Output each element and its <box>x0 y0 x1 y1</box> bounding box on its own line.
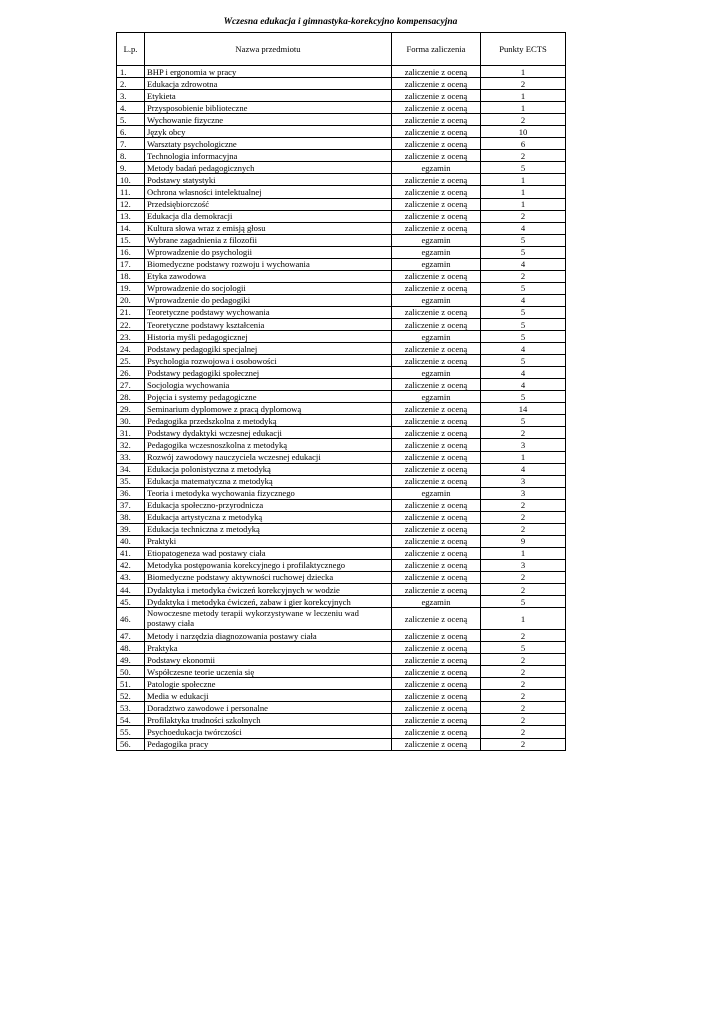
header-ects-points: Punkty ECTS <box>481 33 566 66</box>
row-number: 6. <box>117 126 145 138</box>
assessment-form: zaliczenie z oceną <box>392 174 481 186</box>
assessment-form: zaliczenie z oceną <box>392 318 481 330</box>
row-number: 1. <box>117 66 145 78</box>
ects-points: 2 <box>481 690 566 702</box>
subject-name: Wprowadzenie do pedagogiki <box>145 294 392 306</box>
subject-name: Dydaktyka i metodyka ćwiczeń, zabaw i gier korekcyjnych <box>145 596 392 608</box>
ects-points: 2 <box>481 666 566 678</box>
table-row <box>117 415 566 427</box>
table-row <box>117 726 566 738</box>
ects-points: 2 <box>481 630 566 642</box>
subject-name: Edukacja artystyczna z metodyką <box>145 511 392 523</box>
ects-points: 1 <box>481 66 566 78</box>
assessment-form: zaliczenie z oceną <box>392 222 481 234</box>
table-row <box>117 523 566 535</box>
table-row <box>117 258 566 270</box>
ects-points: 2 <box>481 584 566 596</box>
subject-name: Podstawy statystyki <box>145 174 392 186</box>
table-row <box>117 475 566 487</box>
table-row <box>117 499 566 511</box>
ects-points: 5 <box>481 318 566 330</box>
row-number: 25. <box>117 355 145 367</box>
subject-name: Dydaktyka i metodyka ćwiczeń korekcyjnych w wodzie <box>145 584 392 596</box>
assessment-form: zaliczenie z oceną <box>392 714 481 726</box>
ects-points: 10 <box>481 126 566 138</box>
assessment-form: zaliczenie z oceną <box>392 379 481 391</box>
assessment-form: zaliczenie z oceną <box>392 306 481 318</box>
ects-points: 2 <box>481 738 566 750</box>
header-subject-name: Nazwa przedmiotu <box>145 33 392 66</box>
ects-points: 2 <box>481 726 566 738</box>
table-row <box>117 246 566 258</box>
ects-points: 9 <box>481 535 566 547</box>
subject-name: Teoretyczne podstawy kształcenia <box>145 318 392 330</box>
ects-points: 1 <box>481 198 566 210</box>
assessment-form: zaliczenie z oceną <box>392 511 481 523</box>
assessment-form: zaliczenie z oceną <box>392 114 481 126</box>
ects-points: 5 <box>481 162 566 174</box>
assessment-form: egzamin <box>392 294 481 306</box>
subject-name: Edukacja dla demokracji <box>145 210 392 222</box>
subject-name: Edukacja polonistyczna z metodyką <box>145 463 392 475</box>
row-number: 44. <box>117 584 145 596</box>
subject-name: Doradztwo zawodowe i personalne <box>145 702 392 714</box>
subject-name: Socjologia wychowania <box>145 379 392 391</box>
table-row <box>117 78 566 90</box>
row-number: 13. <box>117 210 145 222</box>
table-row <box>117 150 566 162</box>
ects-points: 14 <box>481 403 566 415</box>
row-number: 7. <box>117 138 145 150</box>
assessment-form: zaliczenie z oceną <box>392 523 481 535</box>
table-row <box>117 403 566 415</box>
ects-points: 5 <box>481 355 566 367</box>
assessment-form: zaliczenie z oceną <box>392 126 481 138</box>
table-row <box>117 535 566 547</box>
ects-points: 5 <box>481 642 566 654</box>
subject-name: Teoria i metodyka wychowania fizycznego <box>145 487 392 499</box>
row-number: 10. <box>117 174 145 186</box>
assessment-form: zaliczenie z oceną <box>392 210 481 222</box>
row-number: 31. <box>117 427 145 439</box>
assessment-form: zaliczenie z oceną <box>392 571 481 583</box>
row-number: 32. <box>117 439 145 451</box>
assessment-form: zaliczenie z oceną <box>392 608 481 630</box>
row-number: 3. <box>117 90 145 102</box>
ects-points: 2 <box>481 78 566 90</box>
table-row <box>117 584 566 596</box>
subject-name: Historia myśli pedagogicznej <box>145 331 392 343</box>
table-row <box>117 738 566 750</box>
ects-points: 5 <box>481 596 566 608</box>
ects-points: 2 <box>481 714 566 726</box>
row-number: 19. <box>117 282 145 294</box>
subject-name: Ochrona własności intelektualnej <box>145 186 392 198</box>
subject-name: Edukacja społeczno-przyrodnicza <box>145 499 392 511</box>
table-row <box>117 138 566 150</box>
ects-points: 1 <box>481 102 566 114</box>
table-row <box>117 439 566 451</box>
subject-name: Pedagogika przedszkolna z metodyką <box>145 415 392 427</box>
ects-points: 4 <box>481 258 566 270</box>
assessment-form: egzamin <box>392 162 481 174</box>
subject-name: Wybrane zagadnienia z filozofii <box>145 234 392 246</box>
table-row <box>117 427 566 439</box>
row-number: 27. <box>117 379 145 391</box>
document-title: Wczesna edukacja i gimnastyka-korekcyjno kompensacyjna <box>223 17 458 27</box>
assessment-form: zaliczenie z oceną <box>392 355 481 367</box>
subject-name: Przysposobienie biblioteczne <box>145 102 392 114</box>
row-number: 9. <box>117 162 145 174</box>
assessment-form: zaliczenie z oceną <box>392 559 481 571</box>
subject-name: Praktyka <box>145 642 392 654</box>
ects-points: 5 <box>481 391 566 403</box>
row-number: 37. <box>117 499 145 511</box>
ects-points: 1 <box>481 451 566 463</box>
row-number: 30. <box>117 415 145 427</box>
row-number: 34. <box>117 463 145 475</box>
table-row <box>117 487 566 499</box>
table-row <box>117 630 566 642</box>
ects-points: 1 <box>481 186 566 198</box>
row-number: 29. <box>117 403 145 415</box>
row-number: 17. <box>117 258 145 270</box>
ects-points: 5 <box>481 234 566 246</box>
ects-points: 6 <box>481 138 566 150</box>
table-row <box>117 222 566 234</box>
table-row <box>117 367 566 379</box>
assessment-form: egzamin <box>392 258 481 270</box>
subject-name: Edukacja techniczna z metodyką <box>145 523 392 535</box>
ects-points: 4 <box>481 222 566 234</box>
table-row <box>117 270 566 282</box>
row-number: 55. <box>117 726 145 738</box>
ects-points: 4 <box>481 367 566 379</box>
subject-name: Praktyki <box>145 535 392 547</box>
table-row <box>117 391 566 403</box>
assessment-form: zaliczenie z oceną <box>392 702 481 714</box>
ects-points: 5 <box>481 246 566 258</box>
assessment-form: zaliczenie z oceną <box>392 451 481 463</box>
row-number: 42. <box>117 559 145 571</box>
ects-points: 3 <box>481 475 566 487</box>
row-number: 15. <box>117 234 145 246</box>
assessment-form: zaliczenie z oceną <box>392 427 481 439</box>
row-number: 39. <box>117 523 145 535</box>
table-row <box>117 690 566 702</box>
assessment-form: zaliczenie z oceną <box>392 726 481 738</box>
row-number: 45. <box>117 596 145 608</box>
ects-points: 2 <box>481 499 566 511</box>
row-number: 28. <box>117 391 145 403</box>
table-row <box>117 198 566 210</box>
table-row <box>117 90 566 102</box>
subject-name: Etyka zawodowa <box>145 270 392 282</box>
table-row <box>117 102 566 114</box>
row-number: 18. <box>117 270 145 282</box>
subject-name: Rozwój zawodowy nauczyciela wczesnej edukacji <box>145 451 392 463</box>
subject-name: Media w edukacji <box>145 690 392 702</box>
ects-points: 2 <box>481 270 566 282</box>
assessment-form: egzamin <box>392 367 481 379</box>
assessment-form: zaliczenie z oceną <box>392 270 481 282</box>
row-number: 14. <box>117 222 145 234</box>
assessment-form: zaliczenie z oceną <box>392 439 481 451</box>
row-number: 35. <box>117 475 145 487</box>
ects-points: 2 <box>481 678 566 690</box>
row-number: 38. <box>117 511 145 523</box>
subject-name: Wprowadzenie do socjologii <box>145 282 392 294</box>
table-row <box>117 282 566 294</box>
assessment-form: zaliczenie z oceną <box>392 403 481 415</box>
row-number: 16. <box>117 246 145 258</box>
table-row <box>117 294 566 306</box>
table-row <box>117 162 566 174</box>
assessment-form: zaliczenie z oceną <box>392 642 481 654</box>
row-number: 41. <box>117 547 145 559</box>
assessment-form: zaliczenie z oceną <box>392 138 481 150</box>
row-number: 40. <box>117 535 145 547</box>
table-row <box>117 463 566 475</box>
assessment-form: zaliczenie z oceną <box>392 343 481 355</box>
table-row <box>117 451 566 463</box>
ects-points: 4 <box>481 294 566 306</box>
assessment-form: zaliczenie z oceną <box>392 463 481 475</box>
subject-name: Technologia informacyjna <box>145 150 392 162</box>
subject-name: Przedsiębiorczość <box>145 198 392 210</box>
row-number: 8. <box>117 150 145 162</box>
ects-points: 2 <box>481 571 566 583</box>
row-number: 26. <box>117 367 145 379</box>
row-number: 12. <box>117 198 145 210</box>
ects-points: 5 <box>481 331 566 343</box>
assessment-form: zaliczenie z oceną <box>392 90 481 102</box>
ects-points: 2 <box>481 210 566 222</box>
assessment-form: zaliczenie z oceną <box>392 499 481 511</box>
row-number: 36. <box>117 487 145 499</box>
ects-points: 2 <box>481 511 566 523</box>
ects-points: 3 <box>481 439 566 451</box>
table-row <box>117 331 566 343</box>
subject-name: Wychowanie fizyczne <box>145 114 392 126</box>
table-row <box>117 126 566 138</box>
assessment-form: zaliczenie z oceną <box>392 690 481 702</box>
table-row <box>117 559 566 571</box>
row-number: 51. <box>117 678 145 690</box>
ects-points: 5 <box>481 306 566 318</box>
subject-name: Seminarium dyplomowe z pracą dyplomową <box>145 403 392 415</box>
table-row <box>117 306 566 318</box>
table-row <box>117 343 566 355</box>
subject-name: Edukacja zdrowotna <box>145 78 392 90</box>
ects-points: 2 <box>481 150 566 162</box>
subject-name: Podstawy dydaktyki wczesnej edukacji <box>145 427 392 439</box>
subjects-table <box>116 32 566 751</box>
row-number: 11. <box>117 186 145 198</box>
assessment-form: egzamin <box>392 331 481 343</box>
assessment-form: egzamin <box>392 391 481 403</box>
table-row <box>117 174 566 186</box>
subject-name: Podstawy pedagogiki społecznej <box>145 367 392 379</box>
subject-name: Profilaktyka trudności szkolnych <box>145 714 392 726</box>
subject-name: Metody i narzędzia diagnozowania postawy ciała <box>145 630 392 642</box>
subject-name: Metodyka postępowania korekcyjnego i profilaktycznego <box>145 559 392 571</box>
row-number: 23. <box>117 331 145 343</box>
ects-points: 2 <box>481 702 566 714</box>
assessment-form: zaliczenie z oceną <box>392 66 481 78</box>
ects-points: 2 <box>481 427 566 439</box>
assessment-form: zaliczenie z oceną <box>392 475 481 487</box>
assessment-form: zaliczenie z oceną <box>392 102 481 114</box>
header-assessment-form: Forma zaliczenia <box>392 33 481 66</box>
assessment-form: zaliczenie z oceną <box>392 547 481 559</box>
table-row <box>117 714 566 726</box>
subject-name: Etiopatogeneza wad postawy ciała <box>145 547 392 559</box>
header-lp: L.p. <box>117 33 145 66</box>
subject-name: Biomedyczne podstawy rozwoju i wychowania <box>145 258 392 270</box>
row-number: 4. <box>117 102 145 114</box>
row-number: 52. <box>117 690 145 702</box>
ects-points: 1 <box>481 547 566 559</box>
subject-name: Nowoczesne metody terapii wykorzystywane w leczeniu wad postawy ciała <box>145 608 392 630</box>
assessment-form: zaliczenie z oceną <box>392 630 481 642</box>
table-row <box>117 571 566 583</box>
table-row <box>117 234 566 246</box>
subject-name: Wprowadzenie do psychologii <box>145 246 392 258</box>
assessment-form: egzamin <box>392 596 481 608</box>
table-row <box>117 66 566 78</box>
row-number: 22. <box>117 318 145 330</box>
table-row <box>117 596 566 608</box>
ects-points: 1 <box>481 174 566 186</box>
ects-points: 4 <box>481 343 566 355</box>
assessment-form: zaliczenie z oceną <box>392 415 481 427</box>
table-row <box>117 666 566 678</box>
subject-name: Teoretyczne podstawy wychowania <box>145 306 392 318</box>
subject-name: Psychologia rozwojowa i osobowości <box>145 355 392 367</box>
row-number: 47. <box>117 630 145 642</box>
ects-points: 2 <box>481 523 566 535</box>
subject-name: Psychoedukacja twórczości <box>145 726 392 738</box>
row-number: 46. <box>117 608 145 630</box>
row-number: 21. <box>117 306 145 318</box>
ects-points: 3 <box>481 487 566 499</box>
ects-points: 5 <box>481 282 566 294</box>
subject-name: Edukacja matematyczna z metodyką <box>145 475 392 487</box>
subject-name: Warsztaty psychologiczne <box>145 138 392 150</box>
assessment-form: zaliczenie z oceną <box>392 584 481 596</box>
assessment-form: zaliczenie z oceną <box>392 654 481 666</box>
subject-name: Podstawy pedagogiki specjalnej <box>145 343 392 355</box>
assessment-form: zaliczenie z oceną <box>392 678 481 690</box>
assessment-form: zaliczenie z oceną <box>392 738 481 750</box>
table-row <box>117 210 566 222</box>
row-number: 54. <box>117 714 145 726</box>
row-number: 43. <box>117 571 145 583</box>
row-number: 20. <box>117 294 145 306</box>
table-body <box>117 66 566 751</box>
row-number: 50. <box>117 666 145 678</box>
ects-points: 3 <box>481 559 566 571</box>
row-number: 56. <box>117 738 145 750</box>
row-number: 33. <box>117 451 145 463</box>
row-number: 53. <box>117 702 145 714</box>
table-row <box>117 379 566 391</box>
subject-name: Język obcy <box>145 126 392 138</box>
table-row <box>117 511 566 523</box>
row-number: 5. <box>117 114 145 126</box>
subject-name: Biomedyczne podstawy aktywności ruchowej dziecka <box>145 571 392 583</box>
subject-name: Metody badań pedagogicznych <box>145 162 392 174</box>
subject-name: Współczesne teorie uczenia się <box>145 666 392 678</box>
ects-points: 2 <box>481 114 566 126</box>
table-row <box>117 678 566 690</box>
table-row <box>117 355 566 367</box>
ects-points: 4 <box>481 463 566 475</box>
table-row <box>117 547 566 559</box>
table-row <box>117 642 566 654</box>
table-row <box>117 318 566 330</box>
assessment-form: zaliczenie z oceną <box>392 186 481 198</box>
subject-name: BHP i ergonomia w pracy <box>145 66 392 78</box>
assessment-form: egzamin <box>392 246 481 258</box>
table-row <box>117 608 566 630</box>
table-row <box>117 186 566 198</box>
row-number: 24. <box>117 343 145 355</box>
subject-name: Podstawy ekonomii <box>145 654 392 666</box>
ects-points: 5 <box>481 415 566 427</box>
ects-points: 1 <box>481 90 566 102</box>
subject-name: Kultura słowa wraz z emisją głosu <box>145 222 392 234</box>
subject-name: Patologie społeczne <box>145 678 392 690</box>
assessment-form: egzamin <box>392 234 481 246</box>
subject-name: Pedagogika wczesnoszkolna z metodyką <box>145 439 392 451</box>
row-number: 48. <box>117 642 145 654</box>
table-row <box>117 702 566 714</box>
ects-points: 2 <box>481 654 566 666</box>
ects-points: 1 <box>481 608 566 630</box>
row-number: 49. <box>117 654 145 666</box>
table-header-row <box>117 33 566 66</box>
table-row <box>117 654 566 666</box>
row-number: 2. <box>117 78 145 90</box>
assessment-form: zaliczenie z oceną <box>392 666 481 678</box>
assessment-form: zaliczenie z oceną <box>392 282 481 294</box>
ects-points: 4 <box>481 379 566 391</box>
subject-name: Pojęcia i systemy pedagogiczne <box>145 391 392 403</box>
assessment-form: egzamin <box>392 487 481 499</box>
subject-name: Pedagogika pracy <box>145 738 392 750</box>
table-row <box>117 114 566 126</box>
assessment-form: zaliczenie z oceną <box>392 78 481 90</box>
assessment-form: zaliczenie z oceną <box>392 198 481 210</box>
assessment-form: zaliczenie z oceną <box>392 150 481 162</box>
subject-name: Etykieta <box>145 90 392 102</box>
assessment-form: zaliczenie z oceną <box>392 535 481 547</box>
